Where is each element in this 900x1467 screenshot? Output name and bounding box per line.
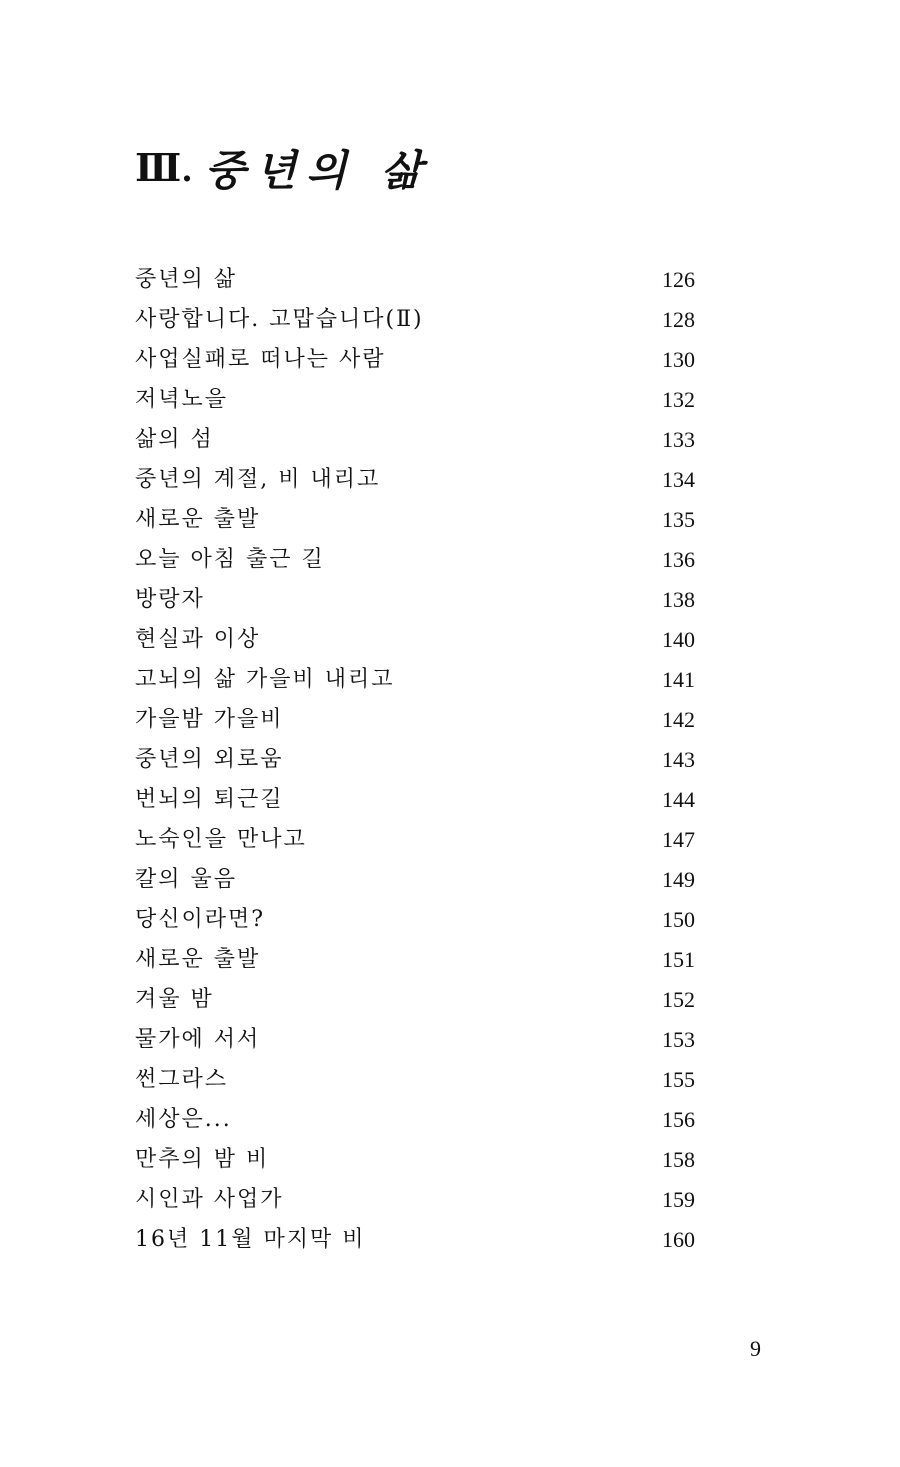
toc-entry-title: 새로운 출발 (135, 947, 261, 972)
toc-entry (135, 340, 695, 380)
toc-entry-title: 사업실패로 떠나는 사람 (135, 347, 386, 372)
toc-entry-title: 중년의 계절, 비 내리고 (135, 467, 381, 492)
toc-entry (135, 540, 695, 580)
toc-entry-page: 153 (662, 1027, 695, 1052)
toc-entry-title: 중년의 외로움 (135, 747, 284, 772)
toc-entry-title: 현실과 이상 (135, 627, 261, 652)
toc-entry-page: 149 (662, 867, 695, 892)
toc-entry-page: 132 (662, 387, 695, 412)
toc-entry (135, 300, 695, 340)
toc-entry (135, 700, 695, 740)
toc-entry-title: 사랑합니다. 고맙습니다(Ⅱ) (135, 307, 424, 332)
toc-entry-page: 134 (662, 467, 695, 492)
toc-entry-title: 16년 11월 마지막 비 (135, 1227, 366, 1252)
toc-entry-title: 저녁노을 (135, 387, 229, 412)
toc-entry-page: 152 (662, 987, 695, 1012)
toc-entry-page: 143 (662, 747, 695, 772)
toc-entry (135, 1100, 695, 1140)
toc-entry-title: 세상은... (135, 1107, 232, 1132)
toc-entry (135, 420, 695, 460)
toc-entry-page: 140 (662, 627, 695, 652)
toc-entry-page: 126 (662, 267, 695, 292)
toc-entry-page: 160 (662, 1227, 695, 1252)
toc-entry-page: 133 (662, 427, 695, 452)
toc-entry-page: 151 (662, 947, 695, 972)
toc-entry-title: 시인과 사업가 (135, 1187, 284, 1212)
section-title: 중년의 삶 (204, 146, 432, 195)
toc-entry-title: 칼의 울음 (135, 867, 238, 892)
toc-entry (135, 900, 695, 940)
toc-entry-title: 당신이라면? (135, 907, 266, 932)
toc-entry (135, 500, 695, 540)
toc-entry-title: 물가에 서서 (135, 1027, 261, 1052)
toc-entry-title: 만추의 밤 비 (135, 1147, 270, 1172)
toc-entry (135, 940, 695, 980)
toc-entry-title: 노숙인을 만나고 (135, 827, 307, 852)
section-heading (135, 138, 432, 198)
toc-entry-page: 142 (662, 707, 695, 732)
toc-entry (135, 1180, 695, 1220)
toc-entry (135, 1140, 695, 1180)
toc-entry-title: 중년의 삶 (135, 267, 238, 292)
toc-entry-title: 방랑자 (135, 587, 205, 612)
toc-entry-page: 130 (662, 347, 695, 372)
toc-entry (135, 620, 695, 660)
toc-entry (135, 580, 695, 620)
toc-entry (135, 980, 695, 1020)
toc-entry-title: 삶의 섬 (135, 427, 214, 452)
toc-entry-title: 썬그라스 (135, 1067, 229, 1092)
toc-entry (135, 740, 695, 780)
toc-entry-title: 가을밤 가을비 (135, 707, 284, 732)
toc-entry (135, 820, 695, 860)
toc-entry-title: 고뇌의 삶 가을비 내리고 (135, 667, 395, 692)
toc-entry-page: 150 (662, 907, 695, 932)
toc-entry (135, 380, 695, 420)
toc-entry (135, 780, 695, 820)
toc-entry-page: 158 (662, 1147, 695, 1172)
toc-entry-page: 156 (662, 1107, 695, 1132)
toc-entry-title: 번뇌의 퇴근길 (135, 787, 284, 812)
toc-entry-page: 135 (662, 507, 695, 532)
toc-entry (135, 1220, 695, 1260)
toc-entry-page: 144 (662, 787, 695, 812)
toc-entry (135, 660, 695, 700)
toc-entry-page: 159 (662, 1187, 695, 1212)
toc-entry (135, 860, 695, 900)
toc-entry (135, 1060, 695, 1100)
section-numeral: Ⅲ. (135, 148, 193, 190)
toc-entry (135, 1020, 695, 1060)
page-number: 9 (750, 1336, 761, 1361)
toc-entry-title: 오늘 아침 출근 길 (135, 547, 325, 572)
table-of-contents (135, 260, 695, 1260)
toc-entry (135, 260, 695, 300)
toc-entry-title: 겨울 밤 (135, 987, 214, 1012)
toc-entry-page: 155 (662, 1067, 695, 1092)
toc-entry-page: 128 (662, 307, 695, 332)
toc-entry-page: 141 (662, 667, 695, 692)
toc-entry-page: 138 (662, 587, 695, 612)
toc-entry-page: 147 (662, 827, 695, 852)
toc-entry-page: 136 (662, 547, 695, 572)
toc-entry (135, 460, 695, 500)
toc-entry-title: 새로운 출발 (135, 507, 261, 532)
